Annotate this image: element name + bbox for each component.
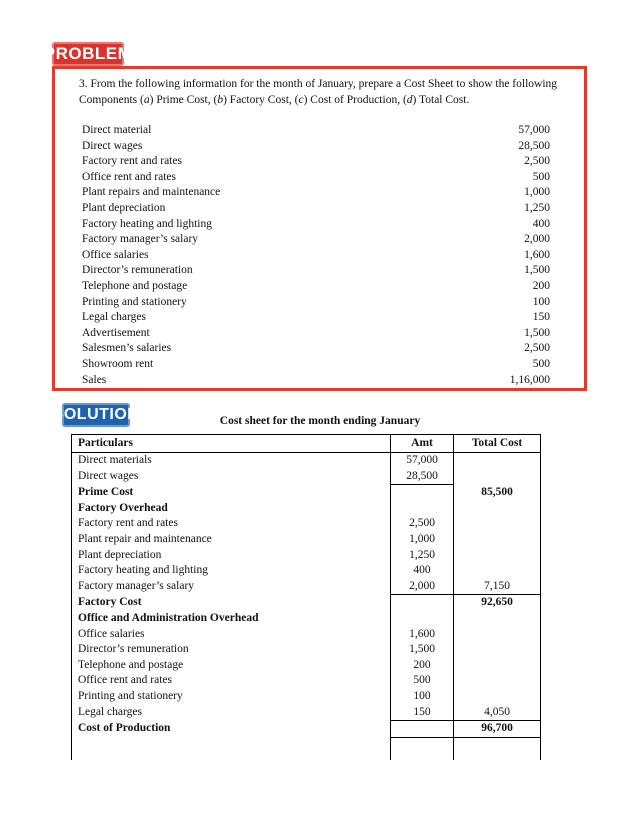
problem-box (52, 66, 587, 391)
item-value: 500 (532, 357, 550, 370)
table-row (72, 453, 541, 469)
table-header-row (72, 435, 541, 453)
item-label: Showroom rent (82, 357, 154, 370)
table-row (72, 673, 541, 689)
particulars-cell: Prime Cost (72, 485, 391, 501)
item-label: Advertisement (82, 326, 150, 339)
header-amt: Amt (391, 435, 454, 453)
particulars-cell: Telephone and postage (72, 658, 391, 674)
item-label: Factory heating and lighting (82, 217, 212, 230)
amt-cell: 2,000 (391, 579, 454, 595)
table-row (72, 595, 541, 611)
total-cost-cell (454, 453, 541, 469)
amt-cell (391, 501, 454, 517)
list-item (82, 310, 550, 326)
table-row (72, 532, 541, 548)
item-label: Factory manager’s salary (82, 233, 199, 246)
list-item (82, 185, 550, 201)
item-label: Office rent and rates (82, 170, 176, 183)
particulars-cell: Plant depreciation (72, 548, 391, 564)
list-item (82, 170, 550, 186)
item-label: Plant depreciation (82, 201, 166, 214)
particulars-cell: Factory rent and rates (72, 516, 391, 532)
cost-items-list (82, 123, 550, 388)
list-item (82, 373, 550, 389)
amt-cell: 200 (391, 658, 454, 674)
amt-cell (391, 485, 454, 501)
solution-badge: SOLUTION (62, 403, 130, 427)
list-item (82, 341, 550, 357)
total-cost-cell (454, 501, 541, 517)
item-label: Telephone and postage (82, 279, 188, 292)
item-value: 1,600 (524, 248, 550, 261)
particulars-cell: Factory Cost (72, 595, 391, 611)
table-row (72, 563, 541, 579)
cost-sheet-title: Cost sheet for the month ending January (219, 415, 421, 427)
amt-cell: 100 (391, 689, 454, 705)
problem-badge: PROBLEM (52, 42, 124, 66)
item-value: 1,16,000 (509, 373, 550, 386)
amt-cell (391, 595, 454, 611)
table-row (72, 485, 541, 501)
item-value: 1,000 (524, 186, 550, 199)
particulars-cell: Factory Overhead (72, 501, 391, 517)
total-cost-cell (454, 563, 541, 579)
amt-cell: 2,500 (391, 516, 454, 532)
item-label: Sales (82, 373, 107, 386)
header-particulars: Particulars (72, 435, 391, 453)
item-value: 150 (532, 311, 550, 324)
item-label: Printing and stationery (82, 295, 187, 308)
particulars-cell: Office rent and rates (72, 673, 391, 689)
item-value: 2,500 (524, 342, 550, 355)
list-item (82, 248, 550, 264)
item-value: 1,500 (524, 326, 550, 339)
total-cost-cell (454, 642, 541, 658)
item-label: Director’s remuneration (82, 264, 193, 277)
list-item (82, 295, 550, 311)
empty-cell (454, 737, 541, 760)
amt-cell: 1,000 (391, 532, 454, 548)
total-cost-cell (454, 611, 541, 627)
table-row (72, 721, 541, 738)
total-cost-cell (454, 673, 541, 689)
empty-cell (391, 737, 454, 760)
list-item (82, 201, 550, 217)
total-cost-cell (454, 548, 541, 564)
item-label: Office salaries (82, 248, 149, 261)
item-value: 400 (532, 217, 550, 230)
total-cost-cell: 85,500 (454, 485, 541, 501)
amt-cell: 400 (391, 563, 454, 579)
list-item (82, 139, 550, 155)
table-row (72, 689, 541, 705)
amt-cell (391, 611, 454, 627)
item-label: Direct material (82, 124, 152, 136)
particulars-cell: Legal charges (72, 705, 391, 721)
item-label: Factory rent and rates (82, 155, 182, 168)
total-cost-cell: 7,150 (454, 579, 541, 595)
particulars-cell: Office and Administration Overhead (72, 611, 391, 627)
total-cost-cell (454, 689, 541, 705)
total-cost-cell: 4,050 (454, 705, 541, 721)
item-label: Plant repairs and maintenance (82, 186, 221, 199)
total-cost-cell (454, 469, 541, 485)
cost-sheet-table (71, 434, 541, 760)
particulars-cell: Factory manager’s salary (72, 579, 391, 595)
item-value: 28,500 (518, 139, 550, 152)
list-item (82, 326, 550, 342)
amt-cell: 150 (391, 705, 454, 721)
header-total-cost: Total Cost (454, 435, 541, 453)
list-item (82, 217, 550, 233)
item-value: 57,000 (518, 124, 550, 136)
item-value: 1,250 (524, 201, 550, 214)
table-row (72, 501, 541, 517)
amt-cell (391, 721, 454, 738)
list-item (82, 263, 550, 279)
list-item (82, 123, 550, 139)
total-cost-cell: 96,700 (454, 721, 541, 738)
table-row (72, 548, 541, 564)
amt-cell: 1,250 (391, 548, 454, 564)
total-cost-cell (454, 516, 541, 532)
list-item (82, 357, 550, 373)
list-item (82, 154, 550, 170)
table-row (72, 611, 541, 627)
particulars-cell: Direct materials (72, 453, 391, 469)
particulars-cell: Factory heating and lighting (72, 563, 391, 579)
particulars-cell: Director’s remuneration (72, 642, 391, 658)
particulars-cell: Direct wages (72, 469, 391, 485)
total-cost-cell (454, 532, 541, 548)
amt-cell: 1,600 (391, 627, 454, 643)
table-row-filler (72, 737, 541, 760)
table-row (72, 469, 541, 485)
amt-cell: 57,000 (391, 453, 454, 469)
item-value: 2,500 (524, 155, 550, 168)
amt-cell: 1,500 (391, 642, 454, 658)
particulars-cell: Plant repair and maintenance (72, 532, 391, 548)
particulars-cell: Office salaries (72, 627, 391, 643)
table-row (72, 579, 541, 595)
table-row (72, 705, 541, 721)
empty-cell (72, 737, 391, 760)
table-row (72, 658, 541, 674)
list-item (82, 232, 550, 248)
amt-cell: 28,500 (391, 469, 454, 485)
item-value: 200 (532, 279, 550, 292)
item-label: Legal charges (82, 311, 146, 324)
amt-cell: 500 (391, 673, 454, 689)
item-label: Direct wages (82, 139, 143, 152)
particulars-cell: Printing and stationery (72, 689, 391, 705)
table-row (72, 642, 541, 658)
particulars-cell: Cost of Production (72, 721, 391, 738)
total-cost-cell: 92,650 (454, 595, 541, 611)
item-value: 1,500 (524, 264, 550, 277)
table-row (72, 627, 541, 643)
table-row (72, 516, 541, 532)
item-label: Salesmen’s salaries (82, 342, 172, 355)
item-value: 100 (532, 295, 550, 308)
item-value: 2,000 (524, 233, 550, 246)
item-value: 500 (532, 170, 550, 183)
total-cost-cell (454, 658, 541, 674)
total-cost-cell (454, 627, 541, 643)
list-item (82, 279, 550, 295)
question-text: 3. From the following information for the month of January, prepare a Cost Sheet to show the following Components (a) Prime Cost, (b) Factory Cost, (c) Cost of Production, (d) Total Cost. (79, 78, 558, 106)
